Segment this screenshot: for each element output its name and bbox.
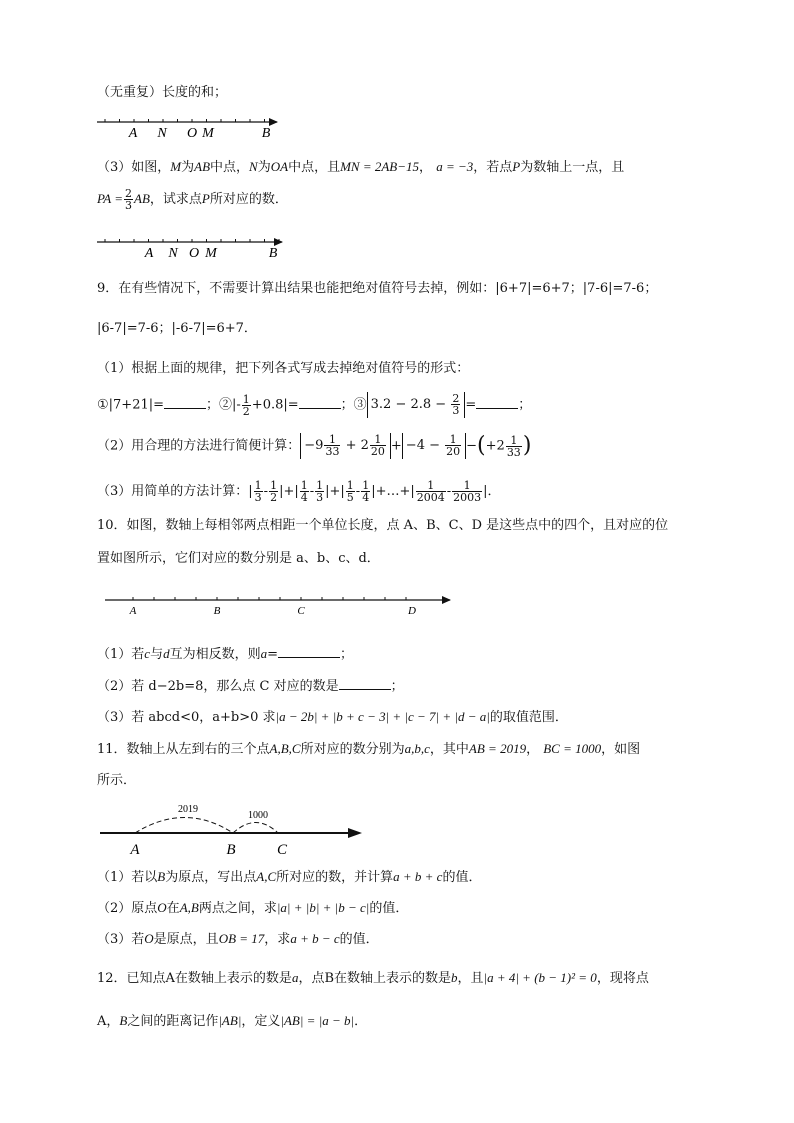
q10-part3: （3）若 abcd<0，a+b>0 求|a − 2b| + |b + c − 3| + |c − 7| + |d − a|的取值范围． [97, 709, 568, 725]
arc-ab [135, 818, 233, 834]
q9-part2: （2）用合理的方法进行简便计算： −9 $\frac{1}{33}$ + 2 $\frac{1}{20}$ + −4 − $\frac{1}{20}$ −(+2 $\frac{1}{33}$ ) [97, 433, 532, 459]
axis-point-label: A [144, 246, 154, 261]
q11-part3: （3）若O是原点，且OB = 17，求a + b − c的值． [97, 931, 379, 947]
axis-point-label: D [408, 605, 416, 617]
axis-point-label: N [168, 246, 178, 261]
q9-part1: （1）根据上面的规律，把下列各式写成去掉绝对值符号的形式： [97, 361, 470, 376]
axis-point-label: B [268, 246, 278, 261]
axis-point-label: O [188, 246, 200, 261]
q10-intro-2: 置如图所示，它们对应的数分别是 a、b、c、d． [97, 551, 380, 566]
arc-bc [233, 823, 278, 834]
fraction: $\frac{2}{3}$ [125, 187, 132, 212]
answer-blank[interactable] [278, 645, 340, 658]
arc-bc-label: 1000 [248, 810, 268, 821]
q9-intro-2: |6-7|=7-6；|-6-7|=6+7． [97, 321, 257, 336]
number-line-figure-3 [105, 590, 460, 618]
axis-point-label: N [157, 126, 167, 141]
answer-blank[interactable] [164, 396, 206, 409]
axis-point-label: B [261, 126, 271, 141]
answer-blank[interactable] [476, 396, 518, 409]
q11-intro: 11．数轴上从左到右的三个点A,B,C所对应的数分别为a,b,c，其中AB = 2019， BC = 1000，如图 [97, 741, 641, 757]
q8-continuation-text: （无重复）长度的和； [97, 85, 228, 100]
axis-point-label: C [276, 842, 288, 858]
q10-part2: （2）若 d−2b=8，那么点 C 对应的数是 ； [97, 679, 404, 694]
q11-part2: （2）原点O在A,B两点之间，求|a| + |b| + |b − c|的值． [97, 900, 409, 916]
number-line-figure-2 [97, 232, 292, 260]
q8-part3-line2: PA = $\frac{2}{3}$ AB，试求点P所对应的数． [97, 187, 288, 212]
axis-arrow [348, 828, 362, 838]
q8-part3-line1: （3）如图，M为AB中点，N为OA中点，且MN = 2AB−15， a = −3，若点P为数轴上一点，且 [97, 159, 625, 175]
arc-ab-label: 2019 [178, 804, 198, 815]
q11-intro-2: 所示． [97, 773, 137, 788]
axis-arrow [269, 118, 278, 126]
axis-point-label: A [128, 126, 138, 141]
axis-point-label: A [129, 605, 137, 617]
number-line-figure-1 [97, 112, 287, 140]
axis-point-label: B [226, 842, 236, 858]
axis-point-label: M [202, 126, 214, 141]
axis-point-label: M [205, 246, 217, 261]
axis-point-label: O [186, 126, 198, 141]
q9-part1-expressions: ①|7+21|= ；②|- $\frac{1}{2}$ +0.8|= ；③ 3.2 − 2.8 − $\frac{2}{3}$ = ； [97, 392, 532, 418]
q9-intro: 9．在有些情况下，不需要计算出结果也能把绝对值符号去掉，例如：|6+7|=6+7；|7-6|=7-6； [97, 281, 658, 296]
q11-part1: （1）若以B为原点，写出点A,C所对应的数，并计算a + b + c的值． [97, 869, 482, 885]
q12-intro-2: A，B之间的距离记作|AB|，定义|AB| = |a − b|． [97, 1013, 368, 1029]
axis-point-label: A [130, 842, 140, 858]
q10-part1: （1）若c与d互为相反数，则a= ； [97, 646, 354, 662]
number-line-figure-4 [100, 800, 365, 860]
answer-blank[interactable] [299, 396, 341, 409]
q10-intro: 10．如图，数轴上每相邻两点相距一个单位长度，点 A、B、C、D 是这些点中的四个，且对应的位 [97, 518, 669, 533]
q12-intro: 12．已知点A在数轴上表示的数是a，点B在数轴上表示的数是b，且|a + 4| + (b − 1)² = 0，现将点 [97, 970, 649, 986]
answer-blank[interactable] [339, 677, 391, 690]
axis-arrow [442, 596, 451, 604]
axis-point-label: B [213, 605, 221, 617]
q9-part3: （3）用简单的方法计算：| $\frac{1}{3}$ - $\frac{1}{2}$ |+| $\frac{1}{4}$ - $\frac{1}{3}$ |+| $\frac{1}{5}$ - $\frac{1}{4}$ |+…+| $\frac{1}{2004}$ - $\frac{1}{2003}$ |． [97, 479, 501, 504]
axis-point-label: C [297, 605, 305, 617]
